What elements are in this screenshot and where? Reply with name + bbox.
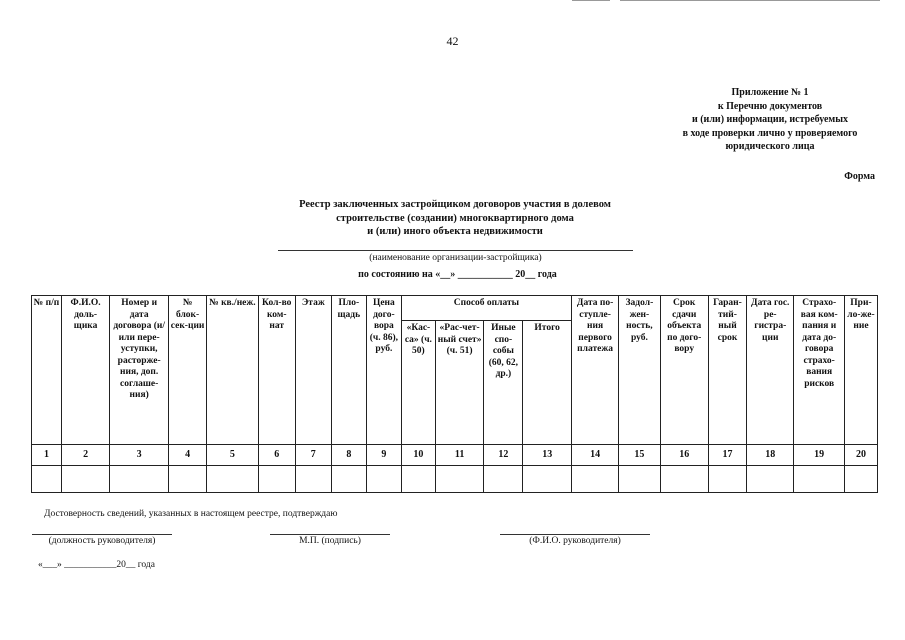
- column-number-cell: 4: [169, 445, 207, 466]
- column-number-cell: 12: [484, 445, 523, 466]
- column-number-cell: 7: [295, 445, 331, 466]
- name-caption: (Ф.И.О. руководителя): [529, 536, 621, 546]
- stamp-signature-line: [270, 534, 390, 535]
- header-cell: Гаран-тий-ный срок: [708, 296, 746, 445]
- header-cell: Цена дого-вора (ч. 86), руб.: [366, 296, 401, 445]
- column-number-cell: 11: [435, 445, 483, 466]
- column-number-cell: 16: [660, 445, 708, 466]
- register-table: [31, 295, 878, 493]
- stamp-caption: М.П. (подпись): [299, 536, 361, 546]
- payment-subheader-cell: Итого: [523, 321, 571, 445]
- header-cell: № кв./неж.: [207, 296, 259, 445]
- payment-subheader-cell: «Рас-чет-ный счет» (ч. 51): [435, 321, 483, 445]
- header-cell: Дата по-ступле-ния первого платежа: [571, 296, 618, 445]
- payment-subheader-cell: Иные спо-собы (60, 62, др.): [484, 321, 523, 445]
- page-number: 42: [446, 34, 459, 48]
- column-number-cell: 13: [523, 445, 571, 466]
- column-number-cell: 20: [844, 445, 877, 466]
- header-cell: Номер и дата договора (и/или пере-уступки, расторже-ния, доп. соглаше-ния): [110, 296, 169, 445]
- empty-cell: [110, 466, 169, 493]
- header-cell: Пло-щадь: [331, 296, 366, 445]
- empty-cell: [207, 466, 259, 493]
- empty-cell: [169, 466, 207, 493]
- empty-cell: [366, 466, 401, 493]
- empty-cell: [571, 466, 618, 493]
- header-cell: Срок сдачи объекта по дого-вору: [660, 296, 708, 445]
- title-line: Реестр заключенных застройщиком договоров участия в долевом: [299, 199, 611, 210]
- empty-cell: [708, 466, 746, 493]
- column-number-cell: 15: [619, 445, 660, 466]
- column-number-cell: 8: [331, 445, 366, 466]
- header-cell-payment-method: Способ оплаты: [401, 296, 571, 321]
- column-number-cell: 5: [207, 445, 259, 466]
- empty-cell: [523, 466, 571, 493]
- empty-cell: [660, 466, 708, 493]
- empty-cell: [61, 466, 109, 493]
- column-number-cell: 9: [366, 445, 401, 466]
- header-cell: Дата гос. ре-гистра-ции: [747, 296, 794, 445]
- empty-cell: [435, 466, 483, 493]
- empty-cell: [747, 466, 794, 493]
- org-name-line: [278, 250, 633, 251]
- document-title: [235, 198, 675, 239]
- header-cell: Кол-во ком-нат: [258, 296, 295, 445]
- empty-cell: [401, 466, 435, 493]
- title-line: строительстве (создании) многоквартирного дома: [336, 212, 574, 224]
- empty-cell: [32, 466, 62, 493]
- title-line: и (или) иного объекта недвижимости: [367, 226, 543, 237]
- top-rule-left: [572, 0, 610, 1]
- header-cell: № блок-сек-ции: [169, 296, 207, 445]
- org-name-caption: (наименование организации-застройщика): [369, 253, 542, 263]
- column-number-cell: 10: [401, 445, 435, 466]
- empty-cell: [258, 466, 295, 493]
- appendix-line: Приложение № 1: [731, 87, 809, 98]
- column-number-cell: 1: [32, 445, 62, 466]
- header-cell: Задол-жен-ность, руб.: [619, 296, 660, 445]
- form-label: Форма: [844, 171, 875, 182]
- empty-cell: [794, 466, 844, 493]
- empty-cell: [844, 466, 877, 493]
- column-number-cell: 6: [258, 445, 295, 466]
- column-number-cell: 18: [747, 445, 794, 466]
- name-signature-line: [500, 534, 650, 535]
- column-number-cell: 17: [708, 445, 746, 466]
- payment-subheader-cell: «Кас-са» (ч. 50): [401, 321, 435, 445]
- column-number-cell: 3: [110, 445, 169, 466]
- top-rule-right: [620, 0, 880, 1]
- empty-cell: [619, 466, 660, 493]
- appendix-line: юридического лица: [725, 141, 815, 152]
- empty-cell: [331, 466, 366, 493]
- appendix-line: в ходе проверки лично у проверяемого: [682, 127, 858, 139]
- column-number-cell: 19: [794, 445, 844, 466]
- position-signature-line: [32, 534, 172, 535]
- column-number-cell: 14: [571, 445, 618, 466]
- position-caption: (должность руководителя): [48, 536, 156, 546]
- column-number-cell: 2: [61, 445, 109, 466]
- signature-date: «___» ___________20__ года: [38, 560, 155, 570]
- header-cell: Ф.И.О. доль-щика: [61, 296, 109, 445]
- appendix-line: и (или) информации, истребуемых: [691, 114, 849, 125]
- empty-cell: [484, 466, 523, 493]
- appendix-note: [640, 86, 900, 154]
- header-cell: Страхо-вая ком-пания и дата до-говора страхо-вания рисков: [794, 296, 844, 445]
- header-cell: При-ло-же-ние: [844, 296, 877, 445]
- confirmation-text: Достоверность сведений, указанных в настоящем реестре, подтверждаю: [44, 509, 338, 519]
- empty-cell: [295, 466, 331, 493]
- header-cell: № п/п: [32, 296, 62, 445]
- as-of-date: по состоянию на «__» ___________ 20__ года: [358, 269, 557, 280]
- header-cell: Этаж: [295, 296, 331, 445]
- appendix-line: к Перечню документов: [717, 100, 823, 112]
